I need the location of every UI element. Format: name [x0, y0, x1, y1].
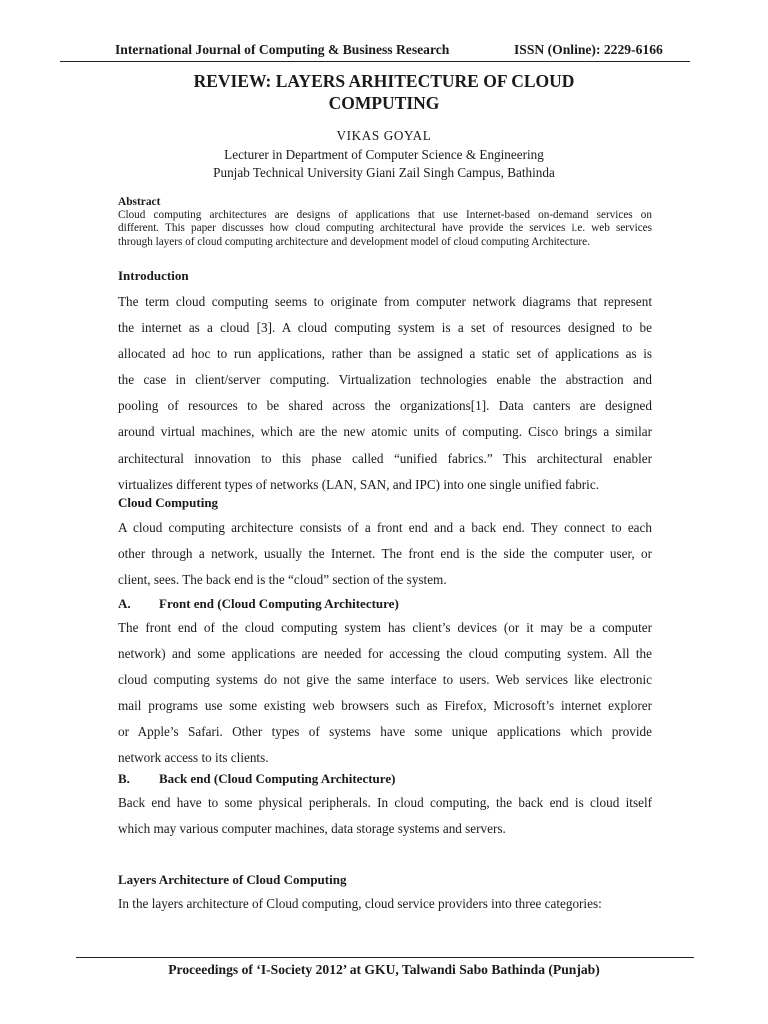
paragraph-line: cloud computing systems do not give the same interface to users. Web services like electronic — [118, 672, 652, 688]
abstract-line: through layers of cloud computing architecture and development model of cloud computing Architecture. — [118, 235, 590, 248]
title-line-1: REVIEW: LAYERS ARHITECTURE OF CLOUD — [193, 71, 575, 91]
paragraph-line: The front end of the cloud computing system has client’s devices (or it may be a computer — [118, 620, 652, 635]
issn: ISSN (Online): 2229-6166 — [514, 42, 663, 57]
introduction-paragraph — [118, 289, 652, 498]
paragraph-line: allocated ad hoc to run applications, rather than be assigned a static set of applications as is — [118, 346, 652, 362]
title-line-2: COMPUTING — [328, 93, 440, 113]
paragraph-line: mail programs use some existing web browsers such as Firefox, Microsoft’s internet explorer — [118, 698, 652, 714]
footer-rule — [76, 957, 694, 958]
back-end-label: B. — [118, 771, 130, 786]
author-affiliation-2: Punjab Technical University Giani Zail Singh Campus, Bathinda — [213, 165, 555, 180]
header-rule — [60, 61, 690, 62]
paragraph-line: network) and some applications are needed for accessing the cloud computing system. All the — [118, 646, 652, 662]
author-name: VIKAS GOYAL — [336, 128, 432, 143]
paragraph-line: virtualizes different types of networks (LAN, SAN, and IPC) into one single unified fabric. — [118, 476, 599, 492]
footer-text: Proceedings of ‘I-Society 2012’ at GKU, Talwandi Sabo Bathinda (Punjab) — [168, 962, 600, 977]
paragraph-line: A cloud computing architecture consists of a front end and a back end. They connect to each — [118, 520, 652, 535]
layers-paragraph — [118, 891, 652, 917]
cloud-computing-paragraph — [118, 515, 652, 593]
paragraph-line: the internet as a cloud [3]. A cloud computing system is a set of resources designed to be — [118, 320, 652, 336]
front-end-paragraph — [118, 615, 652, 772]
paragraph-line: In the layers architecture of Cloud computing, cloud service providers into three categories: — [118, 896, 602, 911]
paragraph-line: other through a network, usually the Internet. The front end is the side the computer user, or — [118, 546, 652, 562]
abstract-text — [118, 209, 652, 249]
paper-title — [110, 70, 658, 114]
paragraph-line: which may various computer machines, data storage systems and servers. — [118, 821, 506, 837]
front-end-heading: Front end (Cloud Computing Architecture) — [159, 596, 399, 611]
paragraph-line: pooling of resources to be shared across the organizations[1]. Data canters are designed — [118, 398, 652, 414]
paragraph-line: around virtual machines, which are the new atomic units of computing. Cisco brings a similar — [118, 424, 652, 440]
paragraph-line: The term cloud computing seems to originate from computer network diagrams that represent — [118, 294, 652, 309]
paragraph-line: Back end have to some physical peripherals. In cloud computing, the back end is cloud itself — [118, 795, 652, 810]
paragraph-line: client, sees. The back end is the “cloud” section of the system. — [118, 572, 447, 588]
journal-name: International Journal of Computing & Business Research — [115, 42, 450, 57]
author-affiliation-1: Lecturer in Department of Computer Science & Engineering — [224, 147, 544, 162]
cloud-computing-heading: Cloud Computing — [118, 495, 219, 510]
front-end-label: A. — [118, 596, 131, 611]
paragraph-line: or Apple’s Safari. Other types of systems have some unique applications which provide — [118, 724, 652, 740]
paragraph-line: architectural innovation to this phase called “unified fabrics.” This architectural enabler — [118, 450, 652, 466]
abstract-heading: Abstract — [118, 196, 161, 208]
layers-heading: Layers Architecture of Cloud Computing — [118, 872, 347, 887]
paragraph-line: network access to its clients. — [118, 750, 269, 766]
abstract-line: Cloud computing architectures are designs of applications that use Internet-based on-demand services on — [118, 209, 652, 221]
back-end-paragraph — [118, 790, 652, 842]
abstract-line: different. This paper discusses how cloud computing architectural have provide the services i.e. web services — [118, 222, 652, 235]
back-end-heading: Back end (Cloud Computing Architecture) — [159, 771, 396, 786]
introduction-heading: Introduction — [118, 268, 189, 283]
paragraph-line: the case in client/server computing. Virtualization technologies enable the abstraction and — [118, 372, 652, 388]
